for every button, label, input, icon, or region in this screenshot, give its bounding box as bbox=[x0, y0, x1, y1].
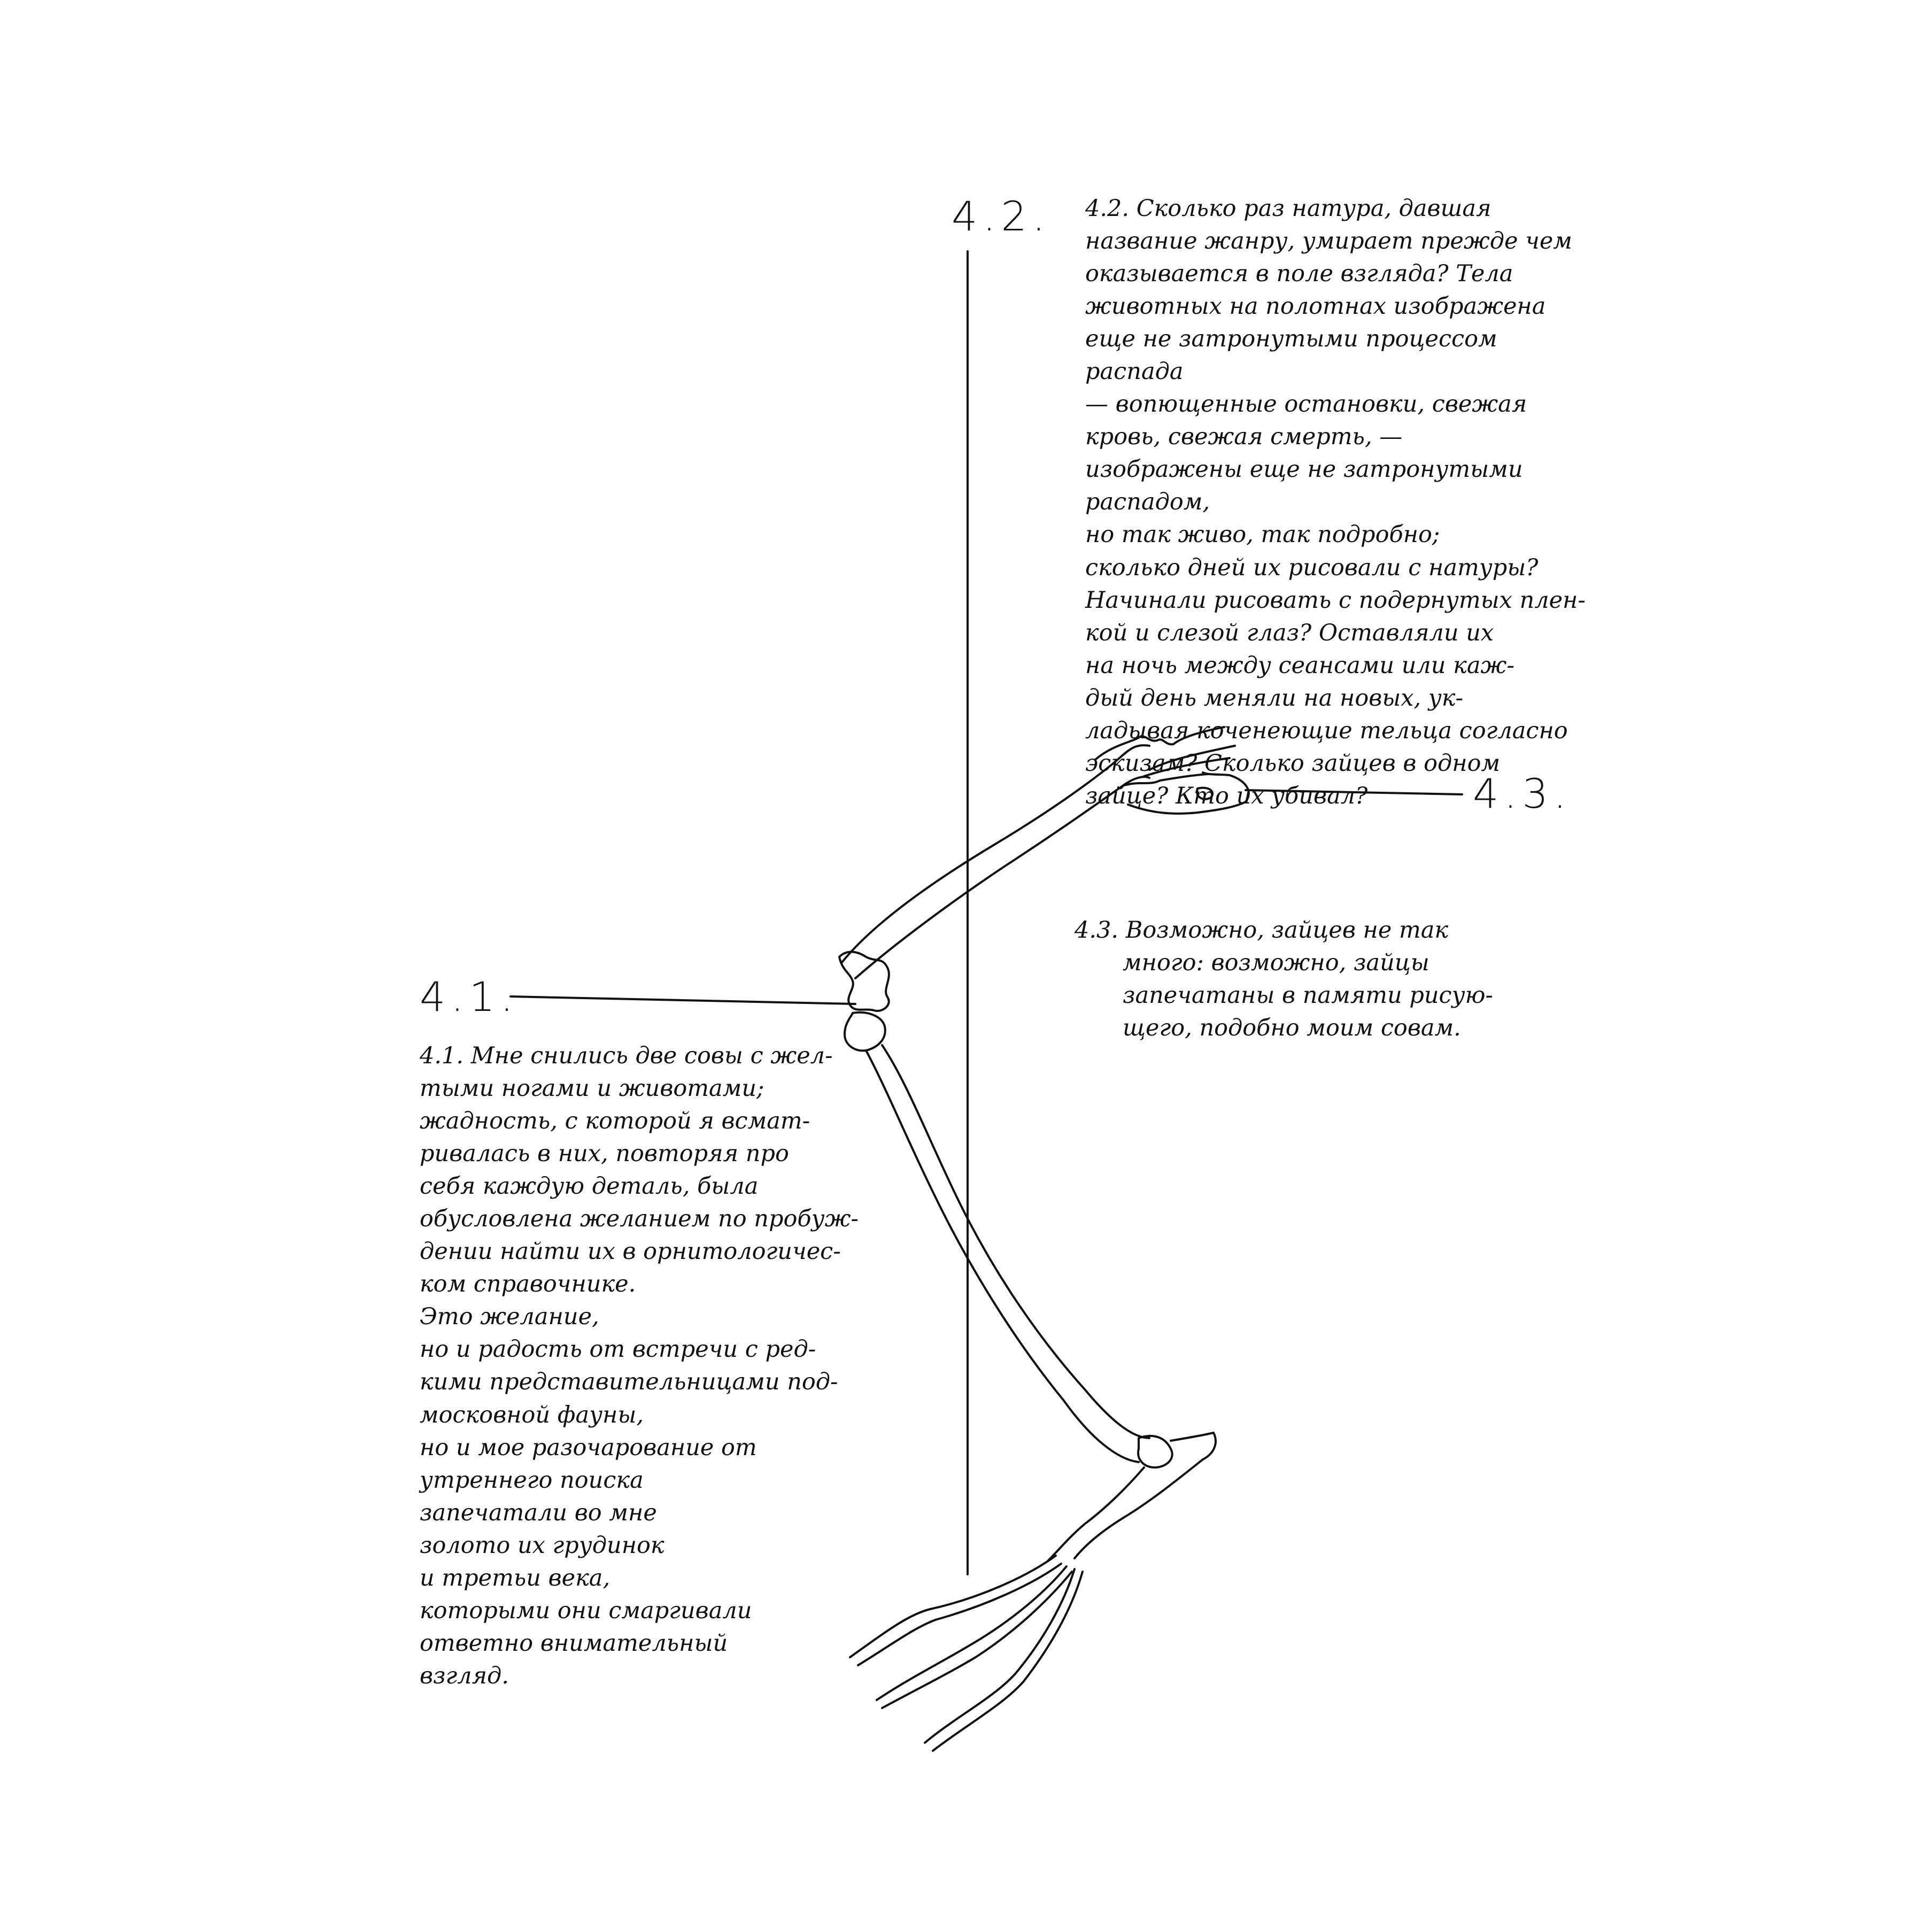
elbow-joint bbox=[839, 952, 889, 1011]
note-4-2-line: сколько дней их рисовали с натуры? bbox=[1085, 554, 1539, 581]
note-4-1-line: себя каждую деталь, была bbox=[420, 1173, 759, 1200]
note-4-2-line: распадом, bbox=[1085, 489, 1210, 516]
note-4-1-line: и третьи века, bbox=[420, 1564, 610, 1591]
note-4-1-line: дении найти их в орнитологичес- bbox=[420, 1238, 841, 1265]
note-4-2-line: зайце? Кто их убивал? bbox=[1085, 782, 1368, 809]
note-4-1-line: тыми ногами и животами; bbox=[420, 1075, 764, 1102]
note-4-2-line: 4.2. Сколько раз натура, давшая bbox=[1085, 195, 1491, 222]
note-4-1-line: но и радость от встречи с ред- bbox=[420, 1336, 816, 1363]
note-4-2-line: Начинали рисовать с подернутых плен- bbox=[1085, 586, 1586, 614]
leader-line-4-1 bbox=[511, 996, 855, 1004]
note-4-3-line: щего, подобно моим совам. bbox=[1123, 1015, 1461, 1042]
note-4-1-line: ком справочнике. bbox=[420, 1271, 636, 1298]
note-4-1-line: которыми они смаргивали bbox=[420, 1597, 752, 1624]
note-4-1-line: ривалась в них, повторяя про bbox=[420, 1140, 789, 1168]
note-4-3 bbox=[1075, 914, 1556, 1045]
note-4-2-line: эскизам? Сколько зайцев в одном bbox=[1085, 749, 1501, 777]
note-4-2-line: название жанру, умирает прежде чем bbox=[1085, 228, 1572, 255]
note-4-1-line: жадность, с которой я всмат- bbox=[420, 1108, 810, 1135]
note-4-2-line: но так живо, так подробно; bbox=[1085, 521, 1440, 548]
note-4-2-line: — вопющенные остановки, свежая bbox=[1085, 391, 1527, 418]
note-4-1-line: запечатали во мне bbox=[420, 1499, 657, 1526]
note-4-2-line: животных на полотнах изображена bbox=[1085, 293, 1546, 320]
marker-4-3: 4.3. bbox=[1473, 770, 1572, 817]
note-4-2-line: изображены еще не затронутыми bbox=[1085, 456, 1523, 483]
note-4-2-line: ладывая коченеющие тельца согласно bbox=[1085, 717, 1568, 744]
note-4-1-line: московной фауны, bbox=[420, 1401, 644, 1428]
note-4-2-line: оказывается в поле взгляда? Тела bbox=[1085, 260, 1513, 288]
note-4-2 bbox=[1085, 192, 1586, 813]
elbow-lower bbox=[845, 1013, 885, 1051]
note-4-1-line: но и мое разочарование от bbox=[420, 1434, 757, 1461]
note-4-2-line: распада bbox=[1085, 358, 1184, 385]
note-4-1-line: 4.1. Мне снились две совы с жел- bbox=[420, 1042, 833, 1069]
note-4-2-line: еще не затронутыми процессом bbox=[1085, 326, 1497, 353]
note-4-3-line: запечатаны в памяти рисую- bbox=[1123, 982, 1493, 1009]
note-4-3-line: много: возможно, зайцы bbox=[1123, 949, 1429, 977]
note-4-2-line: на ночь между сеансами или каж- bbox=[1085, 652, 1514, 679]
note-4-1-line: ответно внимательный bbox=[420, 1629, 728, 1657]
note-4-2-line: кровь, свежая смерть, — bbox=[1085, 423, 1403, 451]
toe-3b bbox=[933, 1572, 1083, 1751]
note-4-2-line: кой и слезой глаз? Оставляли их bbox=[1085, 619, 1494, 646]
marker-4-1: 4.1. bbox=[420, 973, 519, 1021]
note-4-1-line: кими представительницами под- bbox=[420, 1369, 838, 1396]
foot-bone bbox=[1048, 1459, 1203, 1561]
lower-bone bbox=[866, 1045, 1149, 1462]
note-4-1-line: утреннего поиска bbox=[420, 1466, 644, 1494]
note-4-2-line: дый день меняли на новых, ук- bbox=[1085, 684, 1464, 712]
note-4-1-line: золото их грудинок bbox=[420, 1532, 664, 1559]
marker-4-2: 4.2. bbox=[952, 192, 1051, 240]
note-4-3-line: 4.3. Возможно, зайцев не так bbox=[1075, 917, 1449, 944]
note-4-1 bbox=[420, 1040, 859, 1693]
note-4-1-line: обусловлена желанием по пробуж- bbox=[420, 1205, 859, 1233]
note-4-1-line: Это желание, bbox=[420, 1303, 599, 1331]
note-4-1-line: взгляд. bbox=[420, 1662, 509, 1689]
toe-2 bbox=[877, 1566, 1067, 1700]
